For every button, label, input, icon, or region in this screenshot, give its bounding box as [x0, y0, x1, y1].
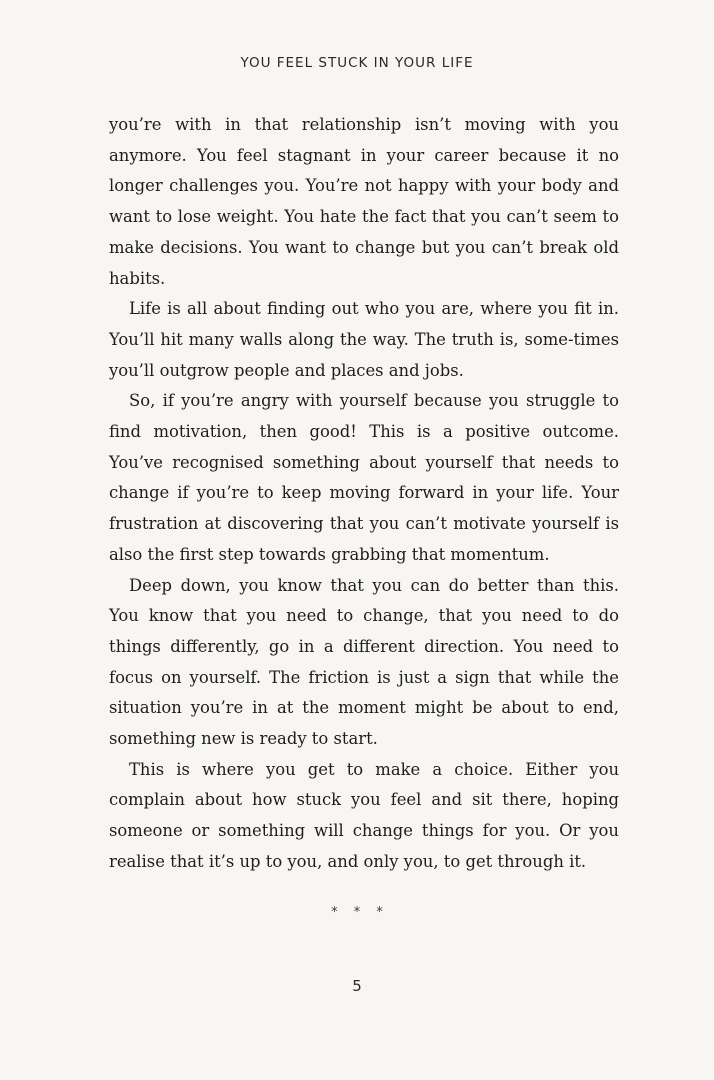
- section-break-ornament: * * *: [331, 905, 383, 920]
- page-number: 5: [352, 977, 362, 995]
- running-header: YOU FEEL STUCK IN YOUR LIFE: [240, 55, 474, 71]
- paragraph: So, if you’re angry with yourself because you struggle to find motivation, then good! This is a positive outcome. You’ve recognised something about yourself that needs to change if you’re to keep moving forward in your life. Your frustration at discovering that you can’t motivate yourself is also the first step towards grabbing that momentum.: [109, 391, 619, 564]
- paragraph: Deep down, you know that you can do better than this. You know that you need to change, that you need to do things differently, go in a different direction. You need to focus on yourself. The friction is just a sign that while the situation you’re in at the moment might be about to end, something new is ready to start.: [109, 575, 619, 749]
- paragraph-continued: you’re with in that relationship isn’t moving with you anymore. You feel stagnant in your career because it no longer challenges you. You’re not happy with your body and want to lose weight. You hate the fact that you can’t seem to make decisions. You want to change but you can’t break old habits.: [109, 115, 619, 288]
- body-text: [109, 110, 619, 878]
- paragraph: This is where you get to make a choice. Either you complain about how stuck you feel and sit there, hoping someone or something will change things for you. Or you realise that it’s up to you, and only you, to get through it.: [109, 759, 619, 871]
- paragraph: Life is all about finding out who you are, where you fit in. You’ll hit many walls along the way. The truth is, some-times you’ll outgrow people and places and jobs.: [109, 299, 619, 380]
